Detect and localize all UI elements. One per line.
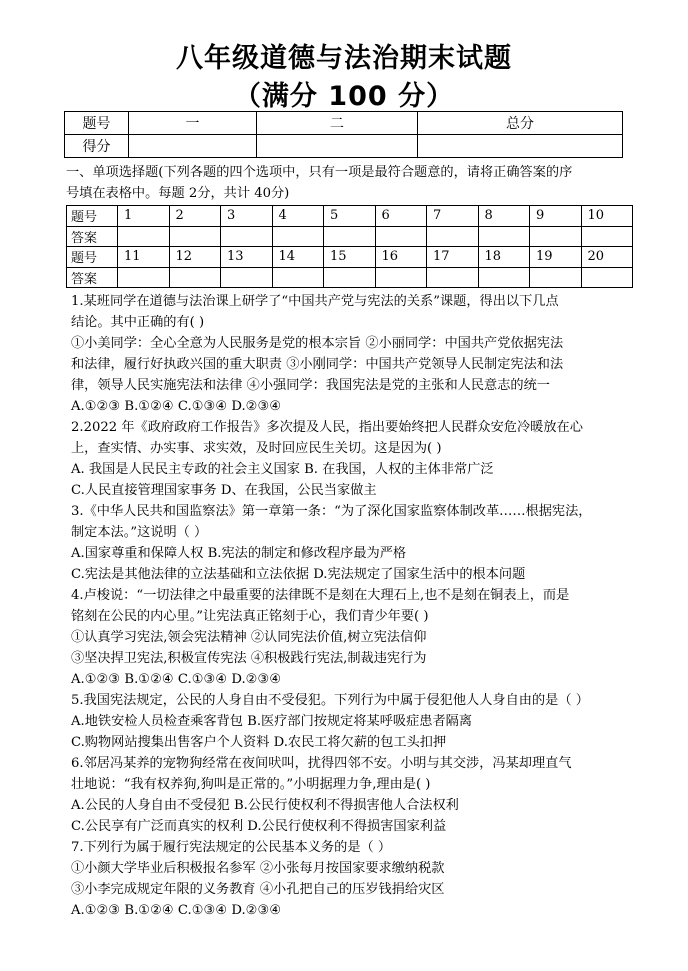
answer-row-label: 题号 [67, 247, 118, 268]
question-number: 3 [221, 206, 273, 227]
question-line: 7.下列行为属于履行宪法规定的公民基本义务的是（ ） [71, 840, 392, 855]
answer-cell[interactable] [118, 226, 170, 247]
question-line: 1.某班同学在道德与法治课上研学了“中国共产党与宪法的关系”课题，得出以下几点 [71, 294, 559, 309]
question-number: 5 [324, 206, 376, 227]
answer-row-label: 题号 [67, 206, 118, 227]
answer-cell[interactable] [427, 267, 479, 288]
option-line: A.①②③ B.①②④ C.①③④ D.②③④ [71, 399, 282, 414]
section-instructions: 一、单项选择题(下列各题的四个选项中，只有一项是最符合题意的，请将正确答案的序 [66, 165, 573, 180]
score-cell[interactable] [129, 135, 257, 158]
option-line: A.国家尊重和保障人权 B.宪法的制定和修改程序最为严格 [71, 546, 407, 561]
question-line: 律，领导人民实施宪法和法律 ④小强同学：我国宪法是党的主张和人民意志的统一 [71, 378, 550, 393]
answer-cell[interactable] [581, 267, 633, 288]
answer-fill-row [67, 226, 633, 247]
score-cell[interactable] [257, 135, 418, 158]
option-line: C.人民直接管理国家事务 D、在我国，公民当家做主 [71, 483, 377, 498]
page-title: 八年级道德与法治期末试题 [176, 43, 512, 74]
score-header-row [65, 112, 623, 135]
answer-cell[interactable] [581, 226, 633, 247]
question-number: 16 [375, 247, 427, 268]
option-line: ③小李完成规定年限的义务教育 ④小孔把自己的压岁钱捐给灾区 [71, 882, 445, 897]
answer-table [66, 205, 633, 288]
question-line: 上，查实情、办实事、求实效，及时回应民生关切。这是因为( ) [71, 441, 442, 456]
answer-cell[interactable] [530, 226, 582, 247]
question-number: 7 [427, 206, 479, 227]
question-line: 和法律，履行好执政兴国的重大职责 ③小刚同学：中国共产党领导人民制定宪法和法 [71, 357, 564, 372]
answer-cell[interactable] [530, 267, 582, 288]
question-line: 制定本法。”这说明（ ） [71, 525, 208, 540]
answer-row-label: 答案 [67, 267, 118, 288]
option-line: A.①②③ B.①②④ C.①③④ D.②③④ [71, 672, 282, 687]
question-number: 9 [530, 206, 582, 227]
option-line: ①认真学习宪法,领会宪法精神 ②认同宪法价值,树立宪法信仰 [71, 630, 427, 645]
option-line: A. 我国是人民民主专政的社会主义国家 B. 在我国，人权的主体非常广泛 [71, 462, 494, 477]
answer-fill-row [67, 267, 633, 288]
page-subtitle: （满分 100 分） [233, 81, 455, 112]
score-value-row [65, 135, 623, 158]
option-line: ③坚决捍卫宪法,积极宣传宪法 ④积极践行宪法,制裁违宪行为 [71, 651, 427, 666]
score-row-label: 题号 [65, 112, 129, 135]
answer-row-label: 答案 [67, 226, 118, 247]
question-number: 12 [169, 247, 221, 268]
question-line: ①小美同学：全心全意为人民服务是党的根本宗旨 ②小丽同学：中国共产党依据宪法 [71, 336, 564, 351]
question-line: 3.《中华人民共和国监察法》第一章第一条：“为了深化国家监察体制改革……根据宪法， [71, 504, 592, 519]
score-col-header: 二 [257, 112, 418, 135]
option-line: C.宪法是其他法律的立法基础和立法依据 D.宪法规定了国家生活中的根本问题 [71, 567, 526, 582]
question-number: 13 [221, 247, 273, 268]
answer-cell[interactable] [478, 226, 530, 247]
question-number: 18 [478, 247, 530, 268]
question-line: 4.卢梭说：“一切法律之中最重要的法律既不是刻在大理石上,也不是刻在铜表上，而是 [71, 588, 570, 603]
answer-cell[interactable] [169, 226, 221, 247]
question-number: 11 [118, 247, 170, 268]
answer-number-row [67, 247, 633, 268]
option-line: ①小颜大学毕业后积极报名参军 ②小张每月按国家要求缴纳税款 [71, 861, 445, 876]
answer-cell[interactable] [375, 226, 427, 247]
question-number: 6 [375, 206, 427, 227]
answer-cell[interactable] [221, 226, 273, 247]
answer-cell[interactable] [272, 226, 324, 247]
score-col-header: 总分 [418, 112, 623, 135]
answer-cell[interactable] [478, 267, 530, 288]
question-line: 壮地说：“我有权养狗,狗叫是正常的。”小明据理力争,理由是( ) [71, 777, 431, 792]
question-number: 2 [169, 206, 221, 227]
answer-cell[interactable] [324, 267, 376, 288]
option-line: A.公民的人身自由不受侵犯 B.公民行使权利不得损害他人合法权利 [71, 798, 459, 813]
answer-number-row [67, 206, 633, 227]
option-line: A.①②③ B.①②④ C.①③④ D.②③④ [71, 903, 282, 918]
option-line: A.地铁安检人员检查乘客背包 B.医疗部门按规定将某呼吸症患者隔离 [71, 714, 473, 729]
answer-cell[interactable] [427, 226, 479, 247]
score-cell[interactable] [418, 135, 623, 158]
section-instructions: 号填在表格中。每题 2分，共计 40分) [66, 186, 290, 201]
question-number: 8 [478, 206, 530, 227]
question-number: 20 [581, 247, 633, 268]
answer-cell[interactable] [118, 267, 170, 288]
question-number: 14 [272, 247, 324, 268]
answer-cell[interactable] [375, 267, 427, 288]
question-line: 2.2022 年《政府政府工作报告》多次提及人民，指出要始终把人民群众安危冷暖放在心 [71, 420, 583, 435]
question-number: 4 [272, 206, 324, 227]
answer-cell[interactable] [324, 226, 376, 247]
question-line: 6.邻居冯某养的宠物狗经常在夜间吠叫，扰得四邻不安。小明与其交涉，冯某却理直气 [71, 756, 572, 771]
answer-cell[interactable] [169, 267, 221, 288]
question-number: 15 [324, 247, 376, 268]
question-number: 1 [118, 206, 170, 227]
answer-cell[interactable] [272, 267, 324, 288]
option-line: C.公民享有广泛而真实的权利 D.公民行使权利不得损害国家利益 [71, 819, 447, 834]
question-line: 结论。其中正确的有( ) [71, 315, 205, 330]
answer-cell[interactable] [221, 267, 273, 288]
score-col-header: 一 [129, 112, 257, 135]
question-number: 19 [530, 247, 582, 268]
score-row-label: 得分 [65, 135, 129, 158]
question-number: 10 [581, 206, 633, 227]
option-line: C.购物网站搜集出售客户个人资料 D.农民工将欠薪的包工头扣押 [71, 735, 447, 750]
question-number: 17 [427, 247, 479, 268]
score-table [64, 111, 623, 158]
question-line: 铭刻在公民的内心里。”让宪法真正铭刻于心，我们青少年要( ) [71, 609, 429, 624]
question-line: 5.我国宪法规定，公民的人身自由不受侵犯。下列行为中属于侵犯他人人身自由的是（ ） [71, 693, 589, 708]
